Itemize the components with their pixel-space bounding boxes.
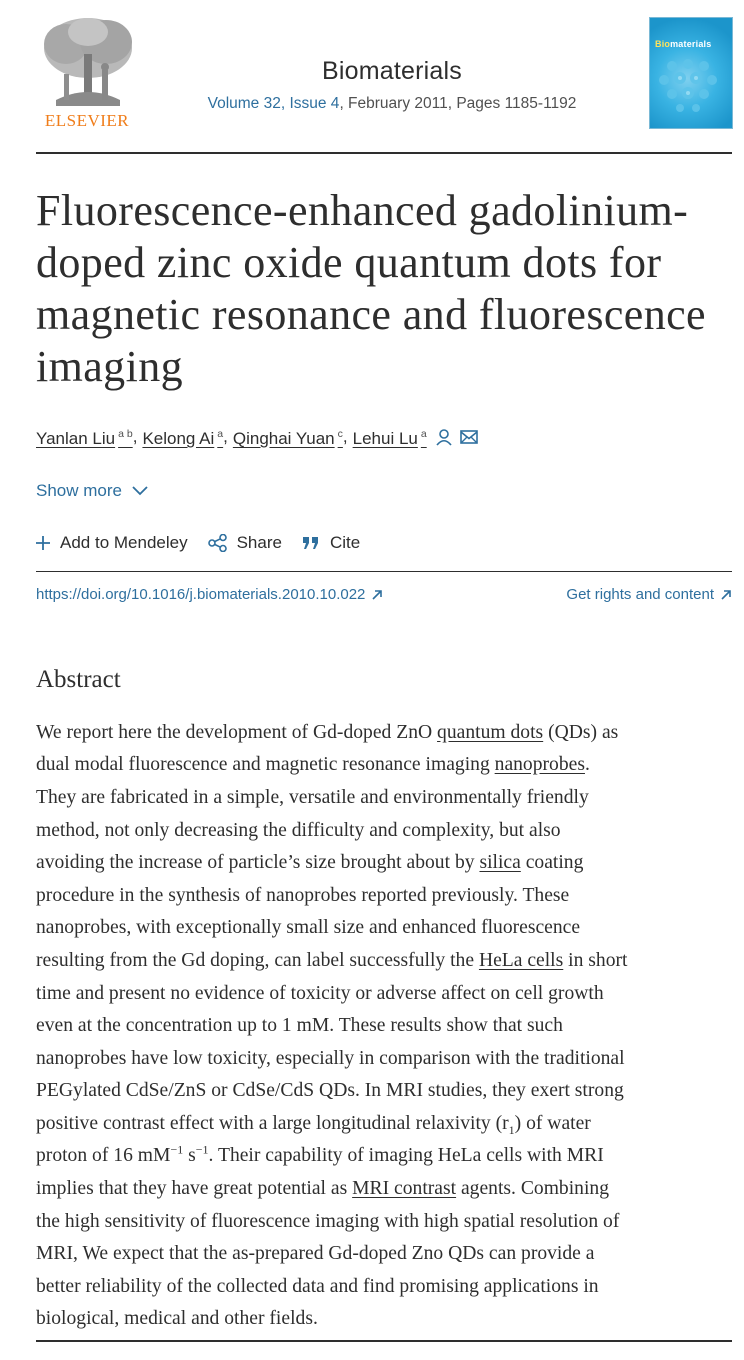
abstract-line: positive contrast effect with a large longitudinal relaxivity $(r_1)$ of water: [36, 1112, 591, 1137]
abstract-line: They are fabricated in a simple, versatile and environmentally friendly: [36, 786, 589, 808]
elsevier-logo[interactable]: [36, 14, 138, 132]
journal-name[interactable]: Biomaterials: [322, 57, 462, 85]
abstract-line: resulting from the Gd doping, can label successfully the HeLa cells in short: [36, 949, 628, 971]
author-list: Yanlan Liu $^{a b}$ , Kelong Ai $^a$ , Qinghai Yuan $^c$ , Lehui Lu $^a$: [36, 421, 732, 452]
author-link[interactable]: Kelong Ai $^a$: [142, 428, 224, 448]
article-page: [36, 0, 732, 1336]
author-link[interactable]: Lehui Lu $^a$: [352, 428, 427, 448]
plus-icon: [36, 536, 50, 550]
article-title: [36, 185, 732, 393]
author-link[interactable]: Qinghai Yuan $^c$: [232, 428, 343, 448]
abstract-line: PEGylated CdSe/ZnS or CdSe/CdS QDs. In MRI studies, they exert strong: [36, 1080, 624, 1102]
abstract-line: MRI, We expect that the as-prepared Gd-doped Zno QDs can provide a: [36, 1243, 595, 1265]
abstract-line: even at the concentration up to 1 mM. These results show that such: [36, 1015, 563, 1037]
abstract-line: procedure in the synthesis of nanoprobes reported previously. These: [36, 884, 570, 906]
abstract-line: the high sensitivity of fluorescence imaging with high spatial resolution of: [36, 1210, 620, 1232]
author-link[interactable]: Yanlan Liu $^{a b}$: [36, 428, 133, 448]
abstract-line: nanoprobes have low toxicity, especially in comparison with the traditional: [36, 1047, 625, 1069]
share-button[interactable]: [208, 531, 282, 555]
mendeley-label: Add to Mendeley: [60, 533, 188, 552]
abstract-line: We report here the development of Gd-doped ZnO quantum dots (QDs) as: [36, 721, 619, 743]
abstract-line: better reliability of the collected data and find promising applications in: [36, 1275, 599, 1297]
glossary-link[interactable]: MRI contrast: [352, 1178, 457, 1200]
date-pages: , February 2011, Pages 1185-1192: [339, 95, 577, 112]
abstract-line: nanoprobes, with exceptionally small size and enhanced fluorescence: [36, 917, 581, 939]
glossary-link[interactable]: silica: [479, 852, 521, 874]
journal-issue-info: [186, 94, 598, 114]
journal-header: [36, 0, 732, 154]
title-line: magnetic resonance and fluorescence: [36, 290, 706, 339]
chevron-down-icon: [132, 486, 148, 496]
envelope-icon[interactable]: [460, 429, 478, 445]
abstract-heading: Abstract: [36, 666, 121, 693]
show-more-button[interactable]: [36, 479, 732, 503]
abstract-line: avoiding the increase of particle’s size brought about by silica coating: [36, 852, 584, 874]
cite-button[interactable]: [302, 531, 360, 555]
title-line: doped zinc oxide quantum dots for: [36, 238, 662, 287]
section-divider: [36, 1340, 732, 1342]
title-line: imaging: [36, 342, 184, 391]
abstract-line: dual modal fluorescence and magnetic resonance imaging nanoprobes.: [36, 754, 590, 776]
volume-issue-link[interactable]: Volume 32, Issue 4: [207, 95, 340, 112]
show-more-label: Show more: [36, 481, 122, 500]
article-links: [36, 584, 732, 606]
quote-icon: [302, 536, 320, 550]
cite-label: Cite: [329, 533, 361, 552]
abstract-line: time and present no evidence of toxicity or adverse affect on cell growth: [36, 982, 604, 1004]
add-to-mendeley-button[interactable]: [36, 531, 188, 555]
doi-link[interactable]: https://doi.org/10.1016/j.biomaterials.2010.10.022: [36, 584, 383, 606]
external-link-icon: [371, 589, 383, 601]
abstract-line: method, not only decreasing the difficulty and complexity, but also: [36, 819, 561, 841]
cover-title: Biomaterials: [655, 39, 712, 49]
title-line: Fluorescence-enhanced gadolinium-: [36, 186, 689, 235]
rights-link[interactable]: Get rights and content: [566, 584, 732, 606]
article-actions: [36, 531, 732, 572]
share-label: Share: [236, 533, 282, 552]
journal-info: [186, 54, 598, 114]
elsevier-wordmark: ELSEVIER: [44, 111, 130, 130]
share-icon: [208, 534, 227, 552]
glossary-link[interactable]: nanoprobes: [494, 754, 585, 776]
abstract-line: biological, medical and other fields.: [36, 1308, 318, 1330]
external-link-icon: [720, 589, 732, 601]
abstract-line: implies that they have great potential as MRI contrast agents. Combining: [36, 1178, 610, 1200]
abstract-line: proton of 16 $mM^{-1}$ $s^{-1}$. Their capability of imaging HeLa cells with MRI: [36, 1142, 604, 1167]
person-icon[interactable]: [435, 428, 453, 446]
glossary-link[interactable]: quantum dots: [437, 721, 544, 743]
cover-pattern: [650, 18, 732, 128]
abstract-body: [36, 717, 732, 1336]
glossary-link[interactable]: HeLa cells: [478, 949, 564, 971]
journal-cover-image[interactable]: [649, 17, 733, 129]
